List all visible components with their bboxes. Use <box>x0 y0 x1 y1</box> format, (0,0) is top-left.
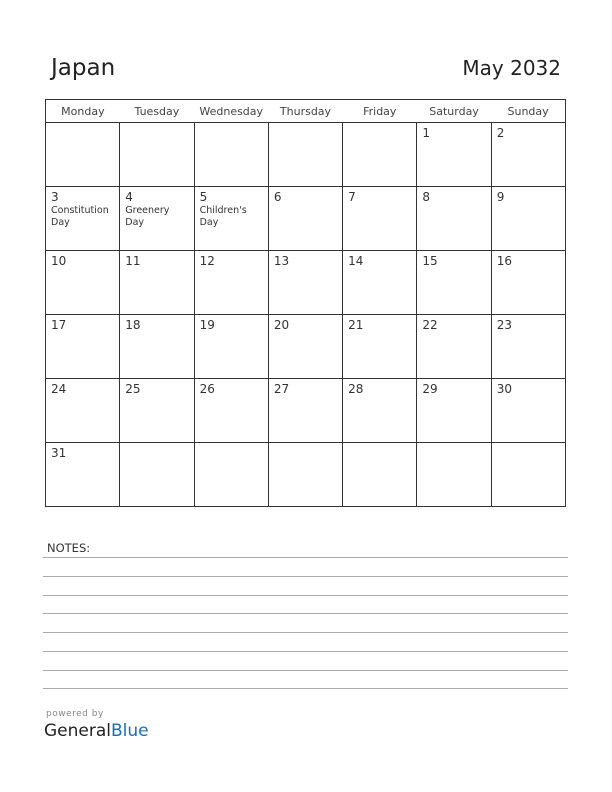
day-number: 18 <box>125 318 141 332</box>
weekday-header: Sunday <box>491 100 565 123</box>
note-line <box>43 688 568 689</box>
day-number: 11 <box>125 254 141 268</box>
day-cell <box>194 251 268 315</box>
day-cell <box>268 379 342 443</box>
day-number: 14 <box>348 254 364 268</box>
day-number: 27 <box>273 382 290 396</box>
day-cell <box>491 187 565 251</box>
day-cell <box>194 187 268 251</box>
weekday-header: Tuesday <box>120 100 194 123</box>
day-number: 1 <box>422 126 431 140</box>
note-line <box>43 595 568 596</box>
day-cell <box>343 251 417 315</box>
day-number: 25 <box>125 382 141 396</box>
note-line <box>43 557 568 558</box>
day-number: 28 <box>348 382 364 396</box>
day-cell <box>491 123 565 187</box>
day-cell <box>491 443 565 507</box>
day-number: 4 <box>125 190 133 204</box>
day-number: 12 <box>199 254 215 268</box>
week-row <box>46 315 566 379</box>
note-line <box>43 613 568 614</box>
day-cell <box>268 315 342 379</box>
day-cell <box>120 251 194 315</box>
day-cell <box>491 379 565 443</box>
brand-blue-text: Blue <box>111 721 149 741</box>
brand-logo <box>44 721 149 741</box>
day-number: 20 <box>273 318 290 332</box>
day-cell <box>46 187 120 251</box>
day-cell <box>491 315 565 379</box>
day-number: 29 <box>422 382 438 396</box>
holiday-label: Children's Day <box>199 205 247 228</box>
day-cell <box>417 123 491 187</box>
day-cell <box>417 379 491 443</box>
day-cell <box>417 187 491 251</box>
day-cell <box>120 443 194 507</box>
day-cell <box>417 443 491 507</box>
holiday-label: Greenery Day <box>125 205 170 228</box>
day-cell <box>194 123 268 187</box>
note-line <box>43 632 568 633</box>
weekday-header: Friday <box>343 100 417 123</box>
week-row <box>46 187 566 251</box>
day-number: 26 <box>199 382 215 396</box>
calendar-body <box>46 123 566 507</box>
holiday-label: Constitution Day <box>51 205 109 228</box>
day-cell <box>268 251 342 315</box>
day-cell <box>343 379 417 443</box>
day-number: 3 <box>51 190 59 204</box>
month-year-title: May 2032 <box>462 56 561 80</box>
day-cell <box>194 315 268 379</box>
week-row <box>46 443 566 507</box>
weekday-header-row <box>46 100 566 123</box>
country-title: Japan <box>51 55 116 81</box>
notes-label: NOTES: <box>47 541 91 555</box>
day-number: 6 <box>273 190 282 204</box>
day-cell <box>194 379 268 443</box>
day-cell <box>343 187 417 251</box>
day-number: 16 <box>496 254 512 268</box>
day-number: 17 <box>51 318 67 332</box>
day-cell <box>120 123 194 187</box>
day-number: 31 <box>51 446 67 460</box>
day-number: 10 <box>51 254 67 268</box>
day-cell <box>120 379 194 443</box>
week-row <box>46 123 566 187</box>
day-cell <box>46 251 120 315</box>
day-cell <box>46 443 120 507</box>
day-cell <box>46 379 120 443</box>
day-cell <box>194 443 268 507</box>
note-line <box>43 576 568 577</box>
day-number: 8 <box>422 190 431 204</box>
week-row <box>46 251 566 315</box>
day-number: 23 <box>496 318 512 332</box>
week-row <box>46 379 566 443</box>
day-cell <box>491 251 565 315</box>
calendar-grid <box>45 99 566 507</box>
day-cell <box>46 123 120 187</box>
day-cell <box>343 315 417 379</box>
day-number: 21 <box>348 318 364 332</box>
day-cell <box>46 315 120 379</box>
powered-by-text: powered by <box>46 709 104 719</box>
day-cell <box>417 315 491 379</box>
day-cell <box>268 443 342 507</box>
day-cell <box>343 123 417 187</box>
day-cell <box>268 123 342 187</box>
day-number: 22 <box>422 318 438 332</box>
day-number: 19 <box>199 318 215 332</box>
note-line <box>43 670 568 671</box>
weekday-header: Monday <box>46 100 120 123</box>
day-number: 24 <box>51 382 67 396</box>
brand-general-text: General <box>44 721 111 741</box>
day-cell <box>343 443 417 507</box>
weekday-header: Saturday <box>417 100 491 123</box>
note-line <box>43 651 568 652</box>
day-number: 9 <box>496 190 505 204</box>
day-number: 2 <box>496 126 505 140</box>
weekday-header: Thursday <box>268 100 342 123</box>
weekday-header: Wednesday <box>194 100 268 123</box>
day-number: 13 <box>273 254 290 268</box>
day-number: 30 <box>496 382 512 396</box>
day-number: 7 <box>348 190 356 204</box>
day-cell <box>268 187 342 251</box>
day-cell <box>417 251 491 315</box>
day-number: 15 <box>422 254 438 268</box>
day-cell <box>120 187 194 251</box>
day-cell <box>120 315 194 379</box>
day-number: 5 <box>199 190 208 204</box>
